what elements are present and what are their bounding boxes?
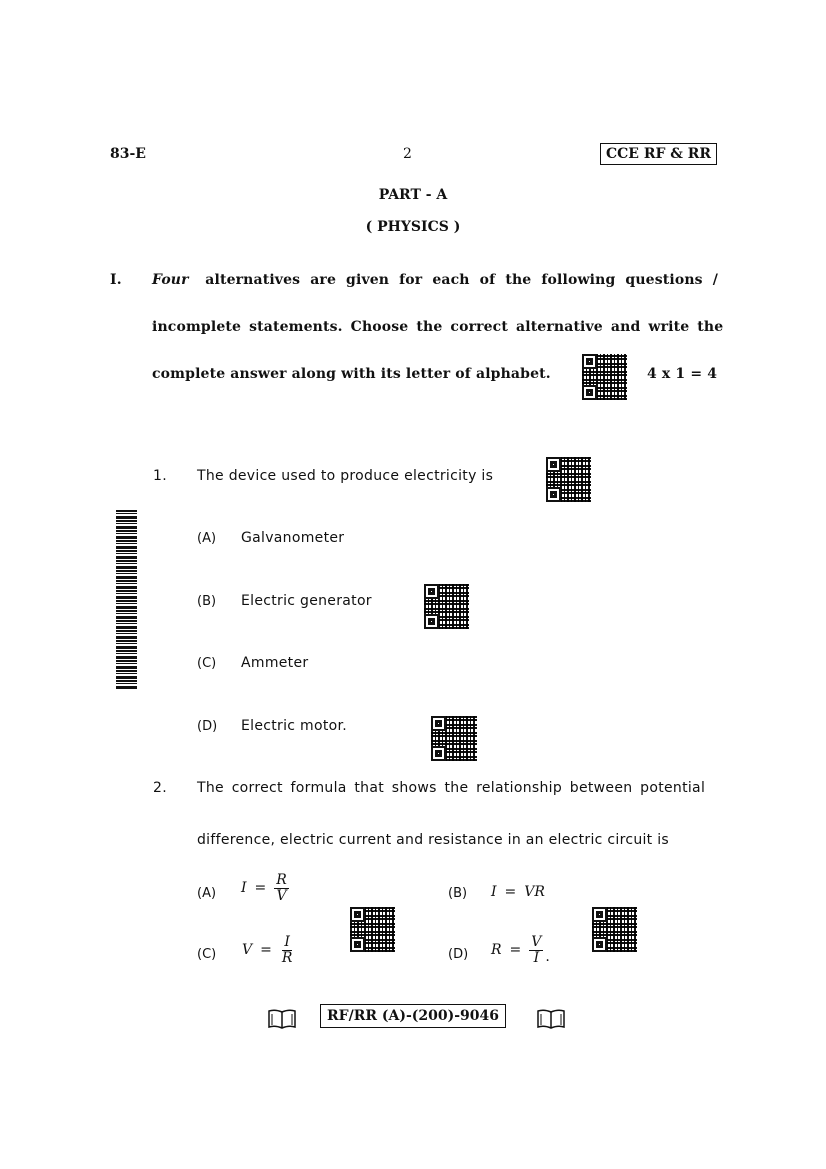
qr-code-icon	[431, 716, 477, 761]
question-2-number: 2.	[153, 780, 167, 796]
q2-option-c-letter: (C)	[197, 947, 217, 962]
formula-lhs: I	[491, 884, 497, 900]
formula-lhs: V	[242, 942, 253, 959]
q2-option-a-formula	[241, 873, 289, 903]
formula-lhs: I	[241, 880, 247, 897]
barcode-icon	[116, 510, 137, 690]
fraction-denominator: V	[276, 887, 287, 904]
formula-equals: =	[504, 884, 517, 900]
subject-title: ( PHYSICS )	[365, 219, 461, 235]
question-1-number: 1.	[153, 468, 167, 484]
marks-allocation: 4 x 1 = 4	[647, 366, 718, 382]
part-title: PART - A	[378, 187, 448, 203]
section-roman: I.	[110, 272, 122, 288]
fraction-denominator: I	[533, 949, 540, 966]
fraction-numerator: I	[284, 934, 290, 950]
instruction-line-1-rest: alternatives are given for each of the following questions /	[205, 272, 718, 288]
q2-option-d-formula	[491, 935, 550, 965]
q1-option-d-text: Electric motor.	[241, 718, 348, 734]
question-2-text-line-1: The correct formula that shows the relationship between potential	[197, 780, 706, 796]
q2-option-d-letter: (D)	[448, 947, 469, 962]
q1-option-d-letter: (D)	[197, 719, 218, 734]
q1-option-b-text: Electric generator	[241, 593, 372, 609]
q2-option-b-letter: (B)	[448, 886, 468, 901]
qr-code-icon	[546, 457, 591, 502]
footer-paper-code: RF/RR (A)-(200)-9046	[320, 1004, 506, 1028]
question-1-text: The device used to produce electricity is	[197, 468, 494, 484]
instruction-line-3: complete answer along with its letter of alphabet.	[152, 366, 551, 382]
paper-code: 83-E	[110, 146, 146, 162]
formula-equals: =	[260, 942, 272, 959]
formula-fraction	[274, 873, 289, 903]
formula-fraction	[280, 935, 295, 965]
qr-code-icon	[592, 907, 637, 952]
qr-code-icon	[582, 354, 627, 400]
q1-option-c-letter: (C)	[197, 656, 217, 671]
open-book-icon	[536, 1008, 566, 1030]
q1-option-c-text: Ammeter	[241, 655, 309, 671]
qr-code-icon	[350, 907, 395, 952]
q2-option-c-formula	[242, 935, 294, 965]
fraction-numerator: V	[531, 934, 542, 950]
instruction-line-1	[152, 272, 718, 288]
formula-rhs: VR	[524, 884, 545, 900]
formula-suffix: .	[545, 949, 550, 966]
fraction-numerator: R	[276, 872, 287, 888]
open-book-icon	[267, 1008, 297, 1030]
exam-code-box: CCE RF & RR	[600, 143, 717, 165]
fraction-denominator: R	[281, 949, 293, 966]
q1-option-a-letter: (A)	[197, 531, 217, 546]
q1-option-b-letter: (B)	[197, 594, 217, 609]
qr-code-icon	[424, 584, 469, 629]
q1-option-a-text: Galvanometer	[241, 530, 345, 546]
page-number: 2	[403, 146, 412, 162]
formula-lhs: R	[491, 942, 502, 959]
instruction-line-2: incomplete statements. Choose the correct alternative and write the	[152, 319, 724, 335]
formula-fraction	[529, 935, 543, 965]
formula-equals: =	[509, 942, 522, 959]
formula-equals: =	[254, 880, 267, 897]
instruction-emphasis: Four	[152, 272, 189, 288]
q2-option-b-formula	[491, 884, 545, 900]
question-2-text-line-2: difference, electric current and resistance in an electric circuit is	[197, 832, 670, 848]
q2-option-a-letter: (A)	[197, 886, 217, 901]
